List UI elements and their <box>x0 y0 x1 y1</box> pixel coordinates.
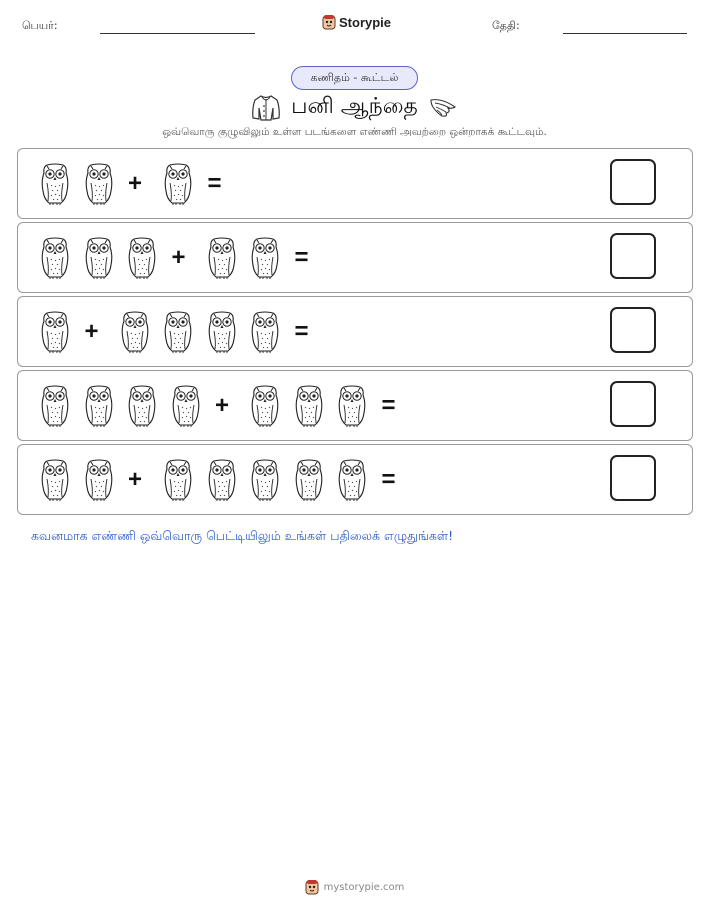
problem-row <box>17 370 693 441</box>
name-field-line[interactable] <box>100 33 255 34</box>
wing-icon <box>428 95 458 121</box>
equals-sign: = <box>294 318 309 345</box>
owl-icon <box>336 385 368 427</box>
brand-logo <box>322 14 391 30</box>
owl-icon <box>39 459 71 501</box>
owl-icon <box>249 385 281 427</box>
owl-icon <box>39 385 71 427</box>
owl-icon <box>249 311 281 353</box>
owl-icon <box>206 459 238 501</box>
owl-icon <box>83 237 115 279</box>
equals-sign: = <box>381 466 396 493</box>
instructions: ஒவ்வொரு குழுவிலும் உள்ள படங்களை எண்ணி அவற்றை ஒன்றாகக் கூட்டவும். <box>162 126 547 138</box>
owl-icon <box>83 459 115 501</box>
owl-icon <box>170 385 202 427</box>
answer-box[interactable] <box>610 455 656 501</box>
problem-row <box>17 222 693 293</box>
problem-expression <box>39 160 242 208</box>
owl-icon <box>83 163 115 205</box>
plus-sign: + <box>215 392 230 419</box>
plus-sign: + <box>128 466 143 493</box>
owl-icon <box>126 385 158 427</box>
owl-icon <box>162 163 194 205</box>
plus-sign: + <box>128 170 143 197</box>
owl-icon <box>293 459 325 501</box>
owl-icon <box>162 459 194 501</box>
owl-icon <box>39 311 71 353</box>
title-row <box>0 92 709 124</box>
owl-icon <box>83 385 115 427</box>
subject-tag: கணிதம் - கூட்டல் <box>291 66 418 90</box>
worksheet-header <box>0 14 709 38</box>
owl-icon <box>39 237 71 279</box>
owl-icon <box>162 311 194 353</box>
plus-sign: + <box>84 318 99 345</box>
problem-expression <box>39 234 329 282</box>
footer-note: கவனமாக எண்ணி ஒவ்வொரு பெட்டியிலும் உங்கள் பதிலைக் எழுதுங்கள்! <box>31 528 454 543</box>
date-field-line[interactable] <box>563 33 687 34</box>
owl-icon <box>119 311 151 353</box>
answer-box[interactable] <box>610 233 656 279</box>
footer-url: mystorypie.com <box>323 881 405 893</box>
storypie-logo-icon <box>305 879 319 895</box>
owl-icon <box>39 163 71 205</box>
storypie-logo-icon <box>322 14 336 30</box>
answer-box[interactable] <box>610 381 656 427</box>
page-title: பனி ஆந்தை <box>291 94 418 119</box>
problem-expression <box>39 382 416 430</box>
equals-sign: = <box>294 244 309 271</box>
answer-box[interactable] <box>610 307 656 353</box>
problem-expression <box>39 308 329 356</box>
name-label: பெயர்: <box>22 19 58 32</box>
plus-sign: + <box>171 244 186 271</box>
jacket-icon <box>251 94 281 122</box>
owl-icon <box>336 459 368 501</box>
answer-box[interactable] <box>610 159 656 205</box>
equals-sign: = <box>381 392 396 419</box>
problem-row <box>17 444 693 515</box>
problem-row <box>17 148 693 219</box>
date-label: தேதி: <box>492 19 520 32</box>
owl-icon <box>206 311 238 353</box>
owl-icon <box>206 237 238 279</box>
equals-sign: = <box>207 170 222 197</box>
owl-icon <box>249 237 281 279</box>
brand-name: Storypie <box>339 14 392 30</box>
problem-expression <box>39 456 416 504</box>
footer <box>0 879 709 895</box>
owl-icon <box>293 385 325 427</box>
owl-icon <box>249 459 281 501</box>
owl-icon <box>126 237 158 279</box>
problem-row <box>17 296 693 367</box>
